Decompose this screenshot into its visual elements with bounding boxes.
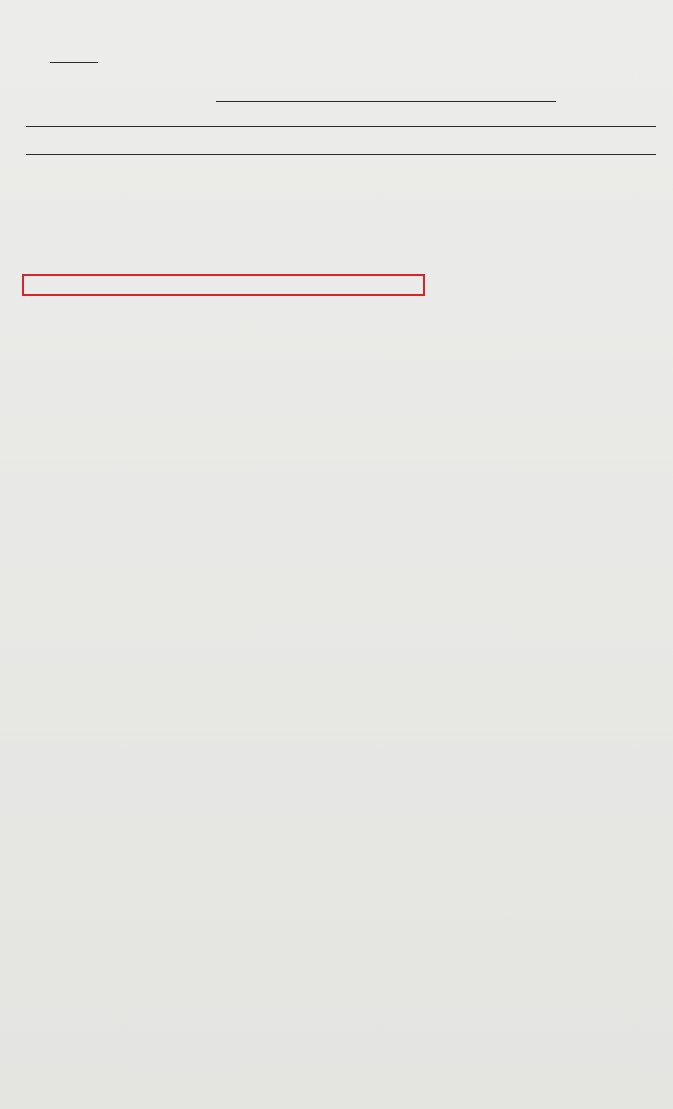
highlighted-row-box — [22, 274, 425, 296]
